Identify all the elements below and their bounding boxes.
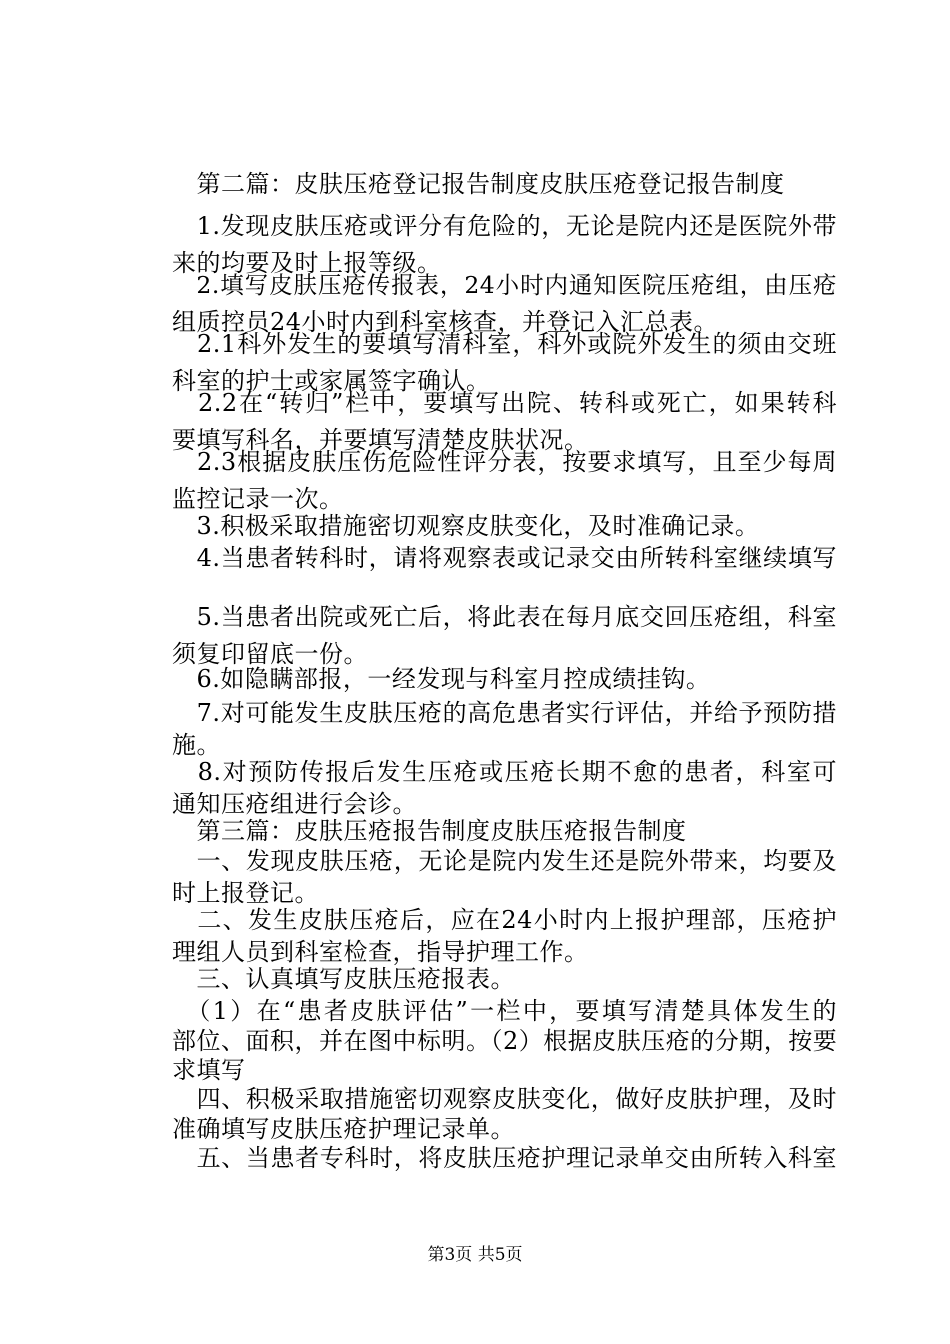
paragraph-line: 8.对预防传报后发生压疮或压疮长期不愈的患者，科室可	[172, 758, 837, 786]
section-heading-3: 第三篇：皮肤压疮报告制度皮肤压疮报告制度	[172, 817, 687, 845]
paragraph-line: 来的均要及时上报等级。	[172, 249, 442, 277]
paragraph-line: 部位、面积，并在图中标明。（2）根据皮肤压疮的分期，按要	[172, 1027, 838, 1055]
paragraph-line: 准确填写皮肤压疮护理记录单。	[172, 1115, 515, 1143]
paragraph-line: 2.3根据皮肤压伤危险性评分表，按要求填写，且至少每周	[172, 448, 837, 476]
paragraph-line: 7.对可能发生皮肤压疮的高危患者实行评估，并给予预防措	[172, 699, 837, 727]
paragraph-line: 监控记录一次。	[172, 485, 344, 513]
paragraph-line: 二、发生皮肤压疮后，应在24小时内上报护理部，压疮护	[172, 906, 837, 934]
paragraph-line: 2.填写皮肤压疮传报表，24小时内通知医院压疮组，由压疮	[172, 271, 837, 299]
paragraph-line: 3.积极采取措施密切观察皮肤变化，及时准确记录。	[172, 512, 760, 540]
paragraph-line: 组质控员24小时内到科室核查，并登记入汇总表。	[172, 308, 719, 336]
paragraph-line: 通知压疮组进行会诊。	[172, 790, 417, 818]
paragraph-line: 2.2在“转归”栏中，要填写出院、转科或死亡，如果转科	[172, 389, 837, 417]
paragraph-line: 三、认真填写皮肤压疮报表。	[172, 965, 515, 993]
paragraph-line: 须复印留底一份。	[172, 640, 368, 668]
paragraph-line: 2.1科外发生的要填写清科室，科外或院外发生的须由交班	[172, 330, 837, 358]
paragraph-line: 4.当患者转科时，请将观察表或记录交由所转科室继续填写	[172, 544, 837, 572]
paragraph-line: 施。	[172, 731, 221, 759]
paragraph-line: 1.发现皮肤压疮或评分有危险的，无论是院内还是医院外带	[172, 212, 837, 240]
paragraph-line: 5.当患者出院或死亡后，将此表在每月底交回压疮组，科室	[172, 603, 837, 631]
paragraph-line: 理组人员到科室检查，指导护理工作。	[172, 938, 589, 966]
paragraph-line: 求填写	[172, 1056, 246, 1084]
paragraph-line: 要填写科名，并要填写清楚皮肤状况。	[172, 426, 589, 454]
paragraph-line: 四、积极采取措施密切观察皮肤变化，做好皮肤护理，及时	[172, 1085, 837, 1113]
page-number-footer: 第3页 共5页	[427, 1245, 523, 1265]
section-heading-2: 第二篇：皮肤压疮登记报告制度皮肤压疮登记报告制度	[172, 170, 785, 198]
paragraph-line: 6.如隐瞒部报，一经发现与科室月控成绩挂钩。	[172, 665, 711, 693]
paragraph-line: 五、当患者专科时，将皮肤压疮护理记录单交由所转入科室	[172, 1144, 837, 1172]
paragraph-line: 一、发现皮肤压疮，无论是院内发生还是院外带来，均要及	[172, 847, 837, 875]
paragraph-line: （1）在“患者皮肤评估”一栏中，要填写清楚具体发生的	[172, 997, 837, 1025]
paragraph-line: 科室的护士或家属签字确认。	[172, 367, 491, 395]
paragraph-line: 时上报登记。	[172, 879, 319, 907]
